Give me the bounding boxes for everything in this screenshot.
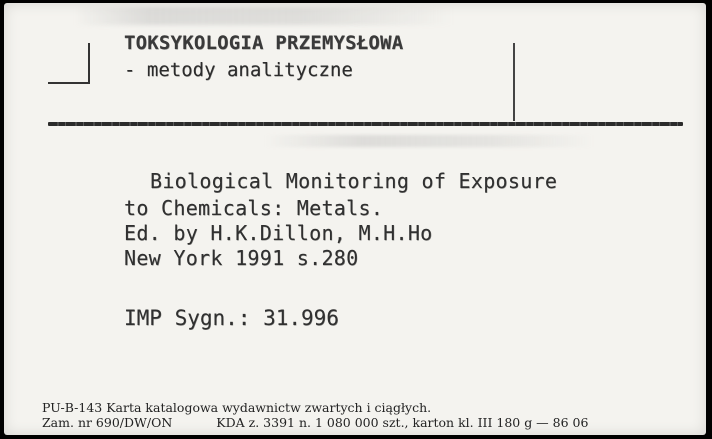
header-divider-vertical bbox=[513, 43, 515, 121]
printed-form-caption: PU-B-143 Karta katalogowa wydawnictw zwartych i ciągłych. bbox=[42, 400, 432, 415]
entry-publication: New York 1991 s.280 bbox=[124, 246, 359, 270]
printed-form-details bbox=[42, 415, 588, 430]
print-run-info: KDA z. 3391 n. 1 080 000 szt., karton kl. III 180 g — 86 06 bbox=[216, 415, 589, 430]
call-number: IMP Sygn.: 31.996 bbox=[124, 306, 339, 330]
typed-separator-rule bbox=[48, 122, 683, 126]
subject-subheading: - metody analityczne bbox=[124, 59, 353, 81]
catalog-card bbox=[4, 3, 706, 435]
corner-mark-horizontal bbox=[48, 82, 90, 84]
faded-bleed-through-text bbox=[264, 135, 594, 147]
faded-bleed-through-text bbox=[74, 7, 454, 25]
corner-mark-vertical bbox=[88, 43, 90, 84]
entry-editors: Ed. by H.K.Dillon, M.H.Ho bbox=[124, 221, 433, 245]
order-number: Zam. nr 690/DW/ON bbox=[42, 415, 173, 430]
subject-heading: TOKSYKOLOGIA PRZEMYSŁOWA bbox=[124, 32, 404, 54]
entry-title-line-2: to Chemicals: Metals. bbox=[124, 196, 384, 220]
entry-title-line-1: Biological Monitoring of Exposure bbox=[150, 169, 558, 193]
